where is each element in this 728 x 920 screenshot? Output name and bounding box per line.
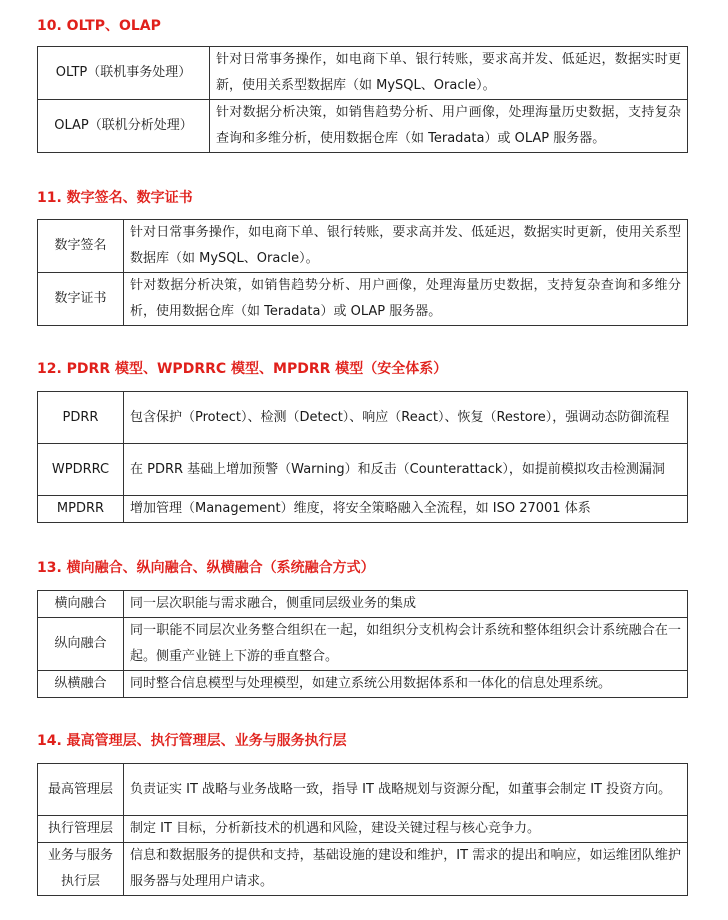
table-row [38,444,688,496]
description-cell: 同时整合信息模型与处理模型，如建立系统公用数据体系和一体化的信息处理系统。 [124,671,688,698]
description-cell: 负责证实 IT 战略与业务战略一致，指导 IT 战略规划与资源分配，如董事会制定 IT 投资方向。 [124,764,688,816]
section-management-layers [37,731,687,889]
comparison-table [37,391,688,523]
table-row [38,496,688,523]
table-row [38,100,688,153]
term-cell: OLAP（联机分析处理） [38,100,210,153]
description-cell: 针对日常事务操作，如电商下单、银行转账，要求高并发、低延迟，数据实时更新，使用关系型数据库（如 MySQL、Oracle）。 [124,220,688,273]
term-cell: OLTP（联机事务处理） [38,47,210,100]
table-row [38,591,688,618]
table-row [38,618,688,671]
term-cell: 横向融合 [38,591,124,618]
section-title: 12. PDRR 模型、WPDRRC 模型、MPDRR 模型（安全体系） [37,361,448,377]
table-row [38,273,688,326]
description-cell: 包含保护（Protect）、检测（Detect）、响应（React）、恢复（Restore），强调动态防御流程 [124,392,688,444]
table-row [38,843,688,896]
section-oltp-olap [37,16,687,146]
description-cell: 针对数据分析决策，如销售趋势分析、用户画像，处理海量历史数据，支持复杂查询和多维分析，使用数据仓库（如 Teradata）或 OLAP 服务器。 [124,273,688,326]
comparison-table [37,219,688,326]
description-cell: 增加管理（Management）维度，将安全策略融入全流程，如 ISO 27001 体系 [124,496,688,523]
term-cell: 业务与服务执行层 [38,843,124,896]
table-row [38,671,688,698]
comparison-table [37,763,688,896]
term-cell: PDRR [38,392,124,444]
section-digital-signature-certificate [37,188,687,319]
table-row [38,764,688,816]
term-cell: 最高管理层 [38,764,124,816]
table-row [38,816,688,843]
term-cell: 纵横融合 [38,671,124,698]
section-system-fusion [37,558,687,691]
comparison-table [37,46,688,153]
section-title: 14. 最高管理层、执行管理层、业务与服务执行层 [37,733,347,749]
description-cell: 针对日常事务操作，如电商下单、银行转账，要求高并发、低延迟，数据实时更新，使用关系型数据库（如 MySQL、Oracle）。 [210,47,688,100]
description-cell: 在 PDRR 基础上增加预警（Warning）和反击（Counterattack），如提前模拟攻击检测漏洞 [124,444,688,496]
term-cell: 执行管理层 [38,816,124,843]
term-cell: 数字签名 [38,220,124,273]
table-row [38,47,688,100]
description-cell: 针对数据分析决策，如销售趋势分析、用户画像，处理海量历史数据，支持复杂查询和多维分析，使用数据仓库（如 Teradata）或 OLAP 服务器。 [210,100,688,153]
description-cell: 同一层次职能与需求融合，侧重同层级业务的集成 [124,591,688,618]
term-cell: WPDRRC [38,444,124,496]
section-title: 11. 数字签名、数字证书 [37,190,193,206]
section-title: 10. OLTP、OLAP [37,18,161,34]
term-cell: 数字证书 [38,273,124,326]
description-cell: 同一职能不同层次业务整合组织在一起，如组织分支机构会计系统和整体组织会计系统融合在一起。侧重产业链上下游的垂直整合。 [124,618,688,671]
table-row [38,392,688,444]
section-security-models [37,359,687,516]
table-row [38,220,688,273]
term-cell: MPDRR [38,496,124,523]
description-cell: 制定 IT 目标，分析新技术的机遇和风险，建设关键过程与核心竞争力。 [124,816,688,843]
comparison-table [37,590,688,698]
description-cell: 信息和数据服务的提供和支持，基础设施的建设和维护，IT 需求的提出和响应，如运维团队维护服务器与处理用户请求。 [124,843,688,896]
term-cell: 纵向融合 [38,618,124,671]
section-title: 13. 横向融合、纵向融合、纵横融合（系统融合方式） [37,560,375,576]
